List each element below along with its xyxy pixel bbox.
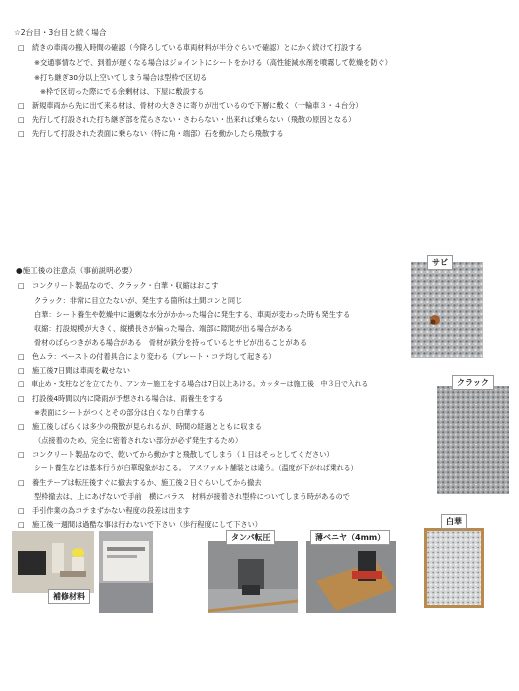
efflorescence-photo [424, 528, 484, 608]
section2-line: ※表面にシートがつくとその部分は白くなり白華する [34, 408, 206, 417]
section2-line: □ コンクリート製品なので、乾いてから動かすと飛散してしまう（１日はそっとしてください） [18, 450, 334, 459]
efflorescence-label: 白華 [441, 514, 467, 529]
section2-line: シート養生などは基本行うが白華現象がおこる。 アスファルト舗装とは違う。（温度が下がれば乗れる） [34, 464, 358, 472]
section2-line: □ 施工後一週間は過酷な事は行わないで下さい（歩行程度にして下さい） [18, 520, 262, 529]
veneer-photo [306, 541, 396, 613]
section2-line: 骨材のばらつきがある場合がある 骨材が鉄分を持っているとサビが出ることがある [34, 338, 308, 347]
tamper-photo [208, 541, 298, 613]
section2-line: □ 色ムラ：ペーストの付着具合により変わる（プレート・コテ均して起きる） [18, 352, 276, 361]
crack-label: クラック [452, 375, 494, 390]
rust-photo [411, 262, 483, 358]
section2-line: 収縮：打設規模が大きく、縦横長さが偏った場合、端部に隙間が出る場合がある [34, 324, 293, 333]
section1-line: ※交通事情などで、到着が遅くなる場合はジョイントにシートをかける（高性能減水剤を噴霧して乾燥を防ぐ） [34, 58, 392, 67]
rust-label: サビ [427, 255, 453, 270]
section2-line: □ 養生テープは転圧後すぐに撤去するか、施工後２日ぐらいしてから撤去 [18, 478, 262, 487]
section2-line: □ 施工後しばらくは多少の飛散が見られるが、時間の経過とともに収まる [18, 422, 262, 431]
section1-line: □ 続きの車両の搬入時間の確認（今降ろしている車両材料が半分ぐらいで確認）とにかく続けて打設する [18, 43, 363, 52]
section2-line: □ コンクリート製品なので、クラック・白華・収縮はおこす [18, 281, 219, 290]
section1-title: ☆2台目・3台目と続く場合 [14, 28, 107, 37]
section2-line: □ 打設後4時間以内に降雨が予想される場合は、雨養生をする [18, 394, 224, 403]
repair-materials-photo [12, 531, 94, 593]
repair-materials-label: 補修材料 [48, 589, 90, 604]
section1-line: ※打ち継ぎ30分以上空いてしまう場合は型枠で区切る [34, 73, 208, 82]
section1-line: □ 先行して打設された表面に乗らない（特に角・端部）石を動かしたら飛散する [18, 129, 284, 138]
section1-line: □ 先行して打設された打ち継ぎ部を荒らさない・さわらない・出来れば乗らない（飛散の原因となる） [18, 115, 356, 124]
repair-bag-photo [99, 531, 153, 613]
section2-line: 型枠撤去は、上にあげないで手前 横にバラス 材料が接着され型枠についてしまう時があるので [34, 492, 350, 501]
section2-line: クラック：非常に目立たないが、発生する箇所は土間コンと同じ [34, 296, 243, 305]
section1-line: ※枠で区切った際にでる余剰材は、下屋に敷設する [40, 87, 205, 96]
section2-line: □ 手引作業の為コテまずかない程度の段差は出ます [18, 506, 191, 515]
crack-photo [437, 386, 509, 494]
tamper-label: タンパ転圧 [226, 530, 275, 545]
section2-line: □ 施工後7日間は車両を載せない [18, 366, 130, 375]
veneer-label: 薄ベニヤ（4mm） [310, 530, 390, 545]
section1-line: □ 新規車両から先に出て来る材は、骨材の大きさに寄りが出ているので下層に敷く（一輪車３・４台分） [18, 101, 363, 110]
section2-line: 白華：シート養生や乾燥中に過剰な水分がかかった場合に発生する、車両が変わった時も発生する [34, 310, 351, 319]
section2-line: （点接着のため、完全に密着されない部分が必ず発生するため） [34, 436, 243, 445]
section2-line: □ 車止め・支柱などを立てたり、アンカー施工をする場合は7日以上あける。カッターは施工後 中３日で入れる [18, 380, 369, 388]
section2-title: ●施工後の注意点（事前説明必要） [16, 266, 137, 275]
